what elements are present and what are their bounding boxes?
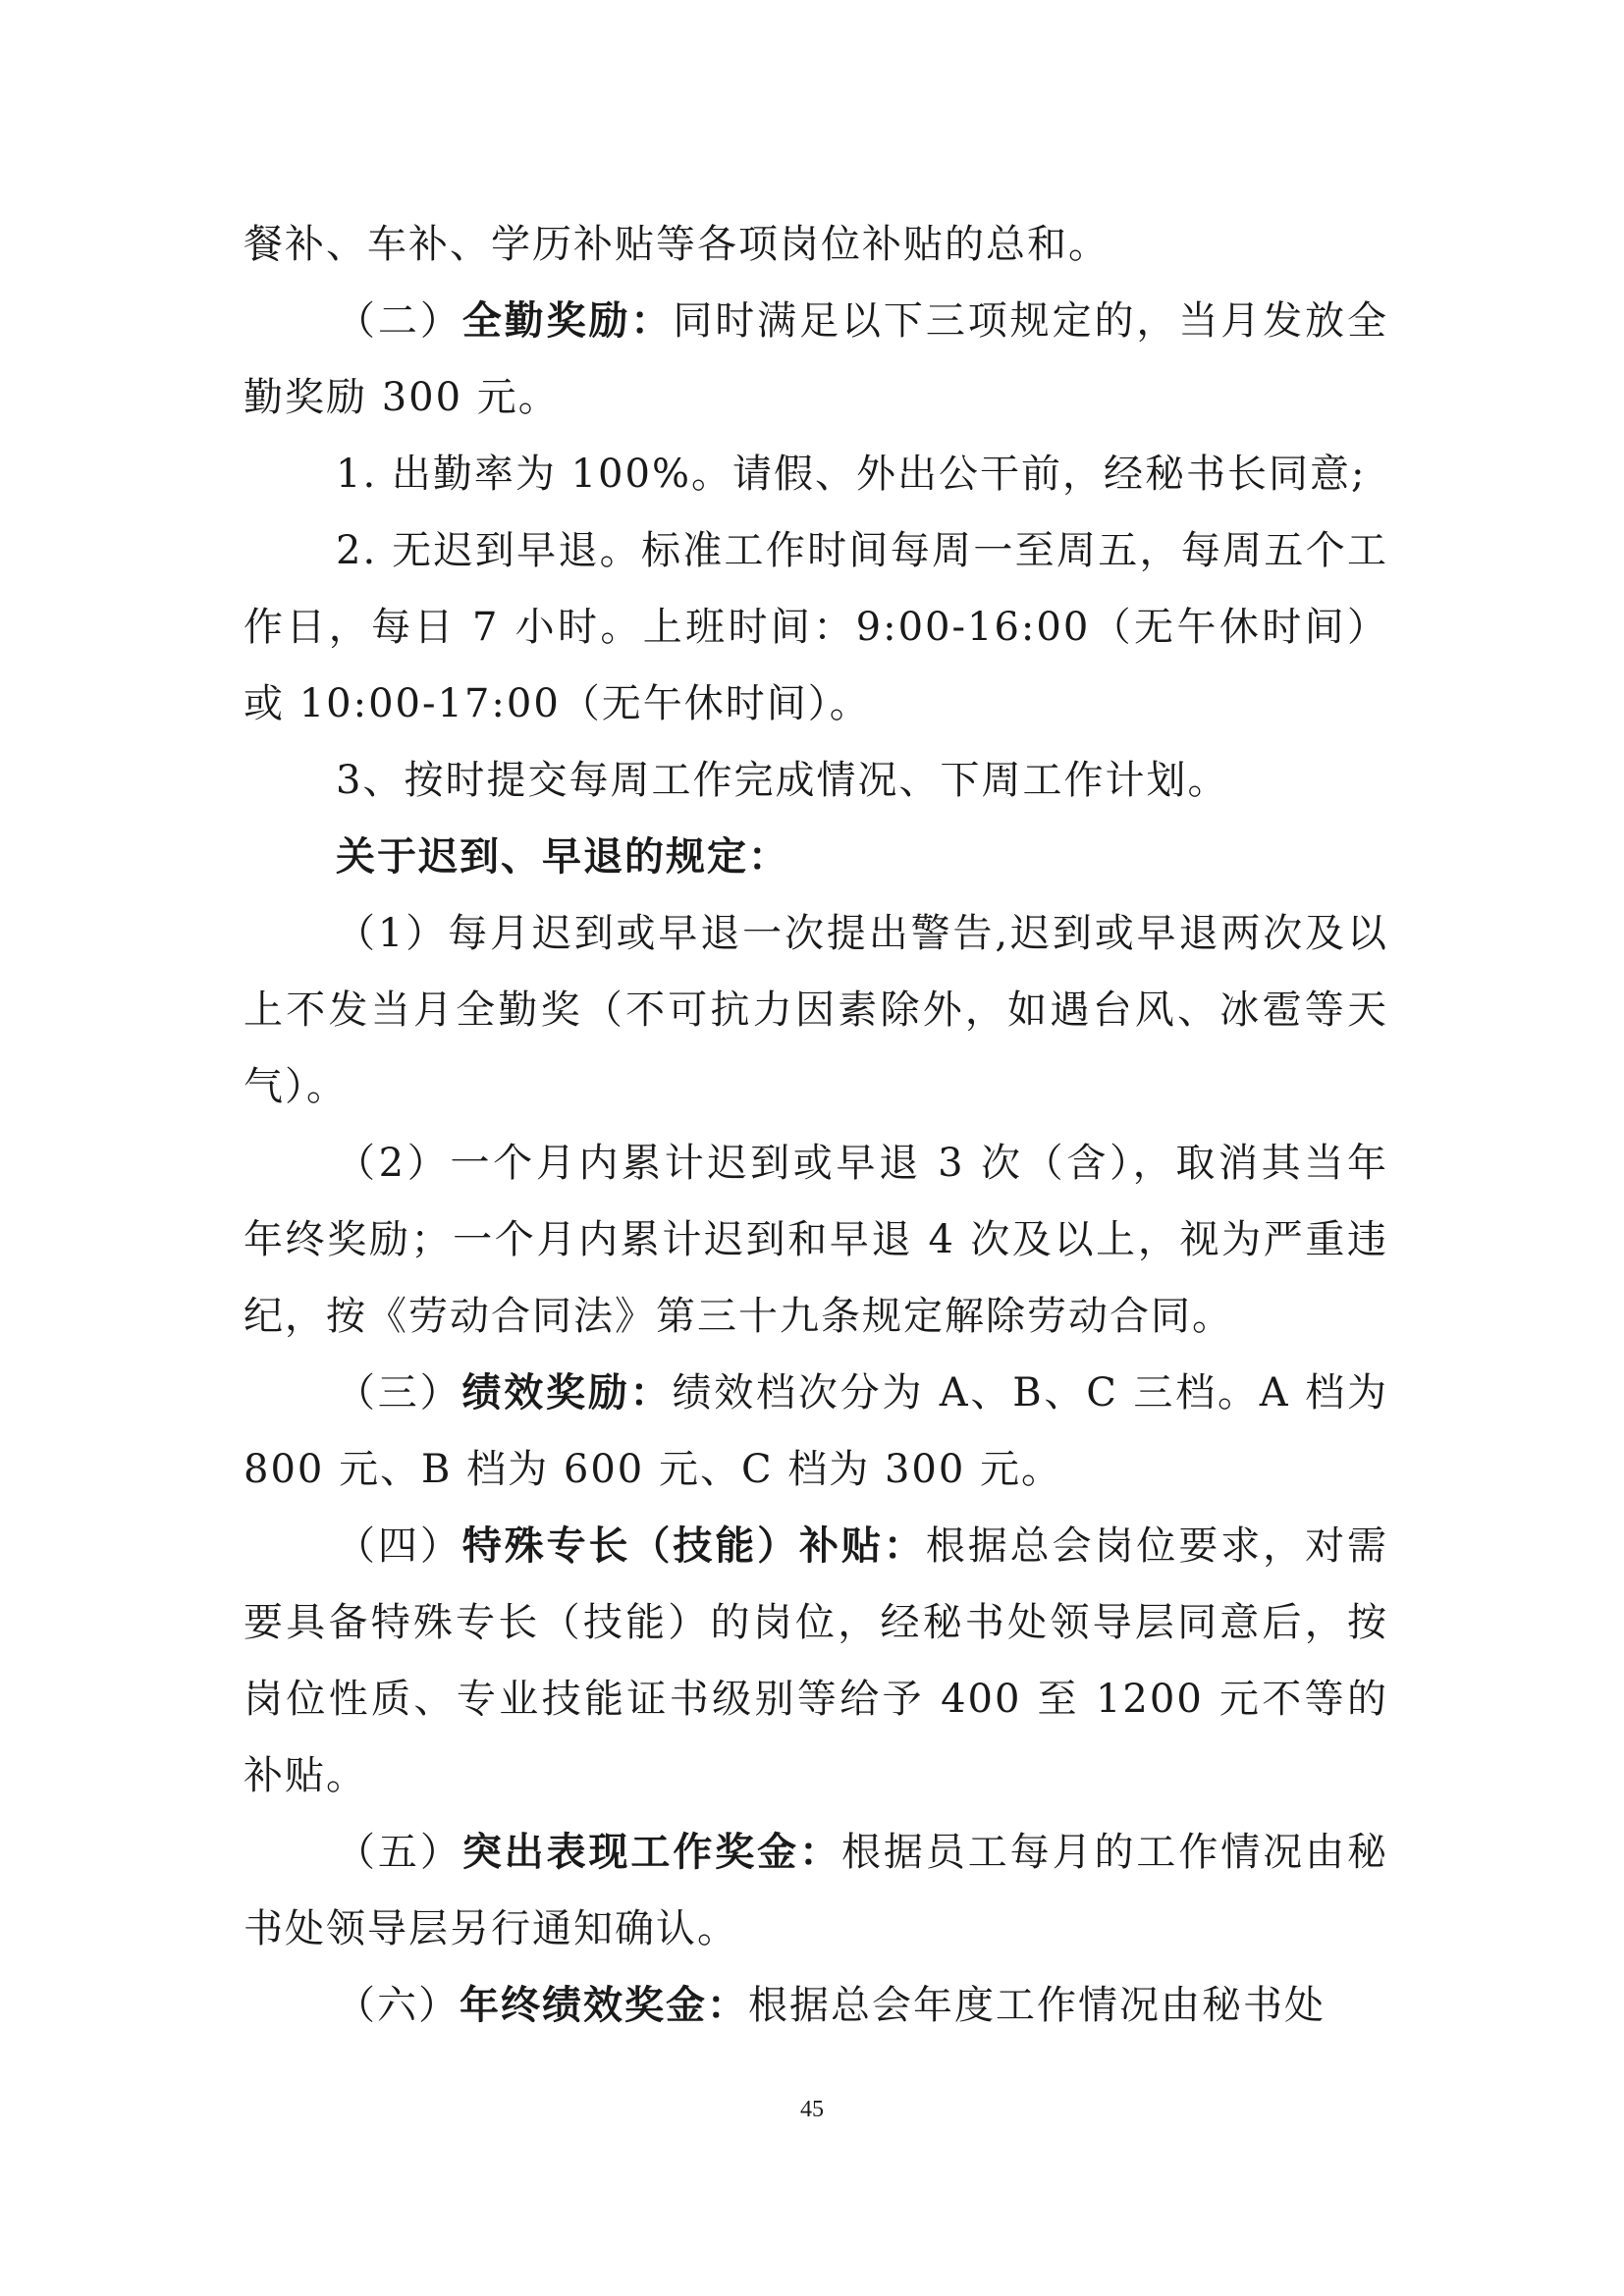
- late-rules-heading: 关于迟到、早退的规定：: [336, 834, 789, 880]
- performance-award-text: 绩效档次分为 A、B、C 三档。A 档为 800 元、B 档为 600 元、C 档为 300 元。: [244, 1370, 1389, 1492]
- attendance-rule-2: 2. 无迟到早退。标准工作时间每周一至周五，每周五个工作日，每日 7 小时。上班时间：9:00-16:00（无午休时间）或 10:00-17:00（无午休时间）。: [244, 528, 1388, 726]
- page-number: 45: [800, 2097, 824, 2122]
- year-end-bonus-heading: 年终绩效奖金：: [460, 1983, 748, 2028]
- outstanding-bonus-text: 根据员工每月的工作情况由秘书处领导层另行通知确认。: [244, 1830, 1388, 1951]
- year-end-bonus-number: （六）: [336, 1983, 460, 2028]
- late-rule-2: （2）一个月内累计迟到或早退 3 次（含），取消其当年年终奖励；一个月内累计迟到和早退 4 次及以上，视为严重违纪，按《劳动合同法》第三十九条规定解除劳动合同。: [244, 1141, 1388, 1339]
- paragraph-performance-award: [244, 1355, 1388, 1508]
- performance-award-number: （三）: [336, 1370, 462, 1415]
- special-skill-number: （四）: [336, 1523, 462, 1569]
- special-skill-heading: 特殊专长（技能）补贴：: [461, 1523, 926, 1569]
- paragraph-attendance-award: [244, 283, 1388, 436]
- attendance-award-heading: 全勤奖励：: [461, 298, 674, 344]
- year-end-bonus-text: 根据总会年度工作情况由秘书处: [748, 1983, 1326, 2028]
- paragraph-outstanding-bonus: [244, 1814, 1388, 1967]
- attendance-rule-3: 3、按时提交每周工作完成情况、下周工作计划。: [336, 758, 1229, 803]
- document-body: [244, 206, 1388, 2044]
- special-skill-text: 根据总会岗位要求，对需要具备特殊专长（技能）的岗位，经秘书处领导层同意后，按岗位性质、专业技能证书级别等给予 400 至 1200 元不等的补贴。: [244, 1523, 1389, 1798]
- outstanding-bonus-heading: 突出表现工作奖金：: [461, 1830, 841, 1875]
- outstanding-bonus-number: （五）: [336, 1830, 462, 1875]
- late-rule-1: （1）每月迟到或早退一次提出警告,迟到或早退两次及以上不发当月全勤奖（不可抗力因素除外，如遇台风、冰雹等天气）。: [244, 911, 1388, 1109]
- performance-award-heading: 绩效奖励：: [461, 1370, 673, 1415]
- attendance-award-number: （二）: [336, 298, 462, 344]
- paragraph-special-skill-subsidy: [244, 1508, 1388, 1814]
- attendance-award-text: 同时满足以下三项规定的，当月发放全勤奖励 300 元。: [244, 298, 1389, 420]
- paragraph-year-end-bonus: [244, 1967, 1388, 2044]
- attendance-rule-1: 1. 出勤率为 100%。请假、外出公干前，经秘书长同意;: [336, 452, 1367, 497]
- paragraph-continuation: 餐补、车补、学历补贴等各项岗位补贴的总和。: [244, 222, 1110, 267]
